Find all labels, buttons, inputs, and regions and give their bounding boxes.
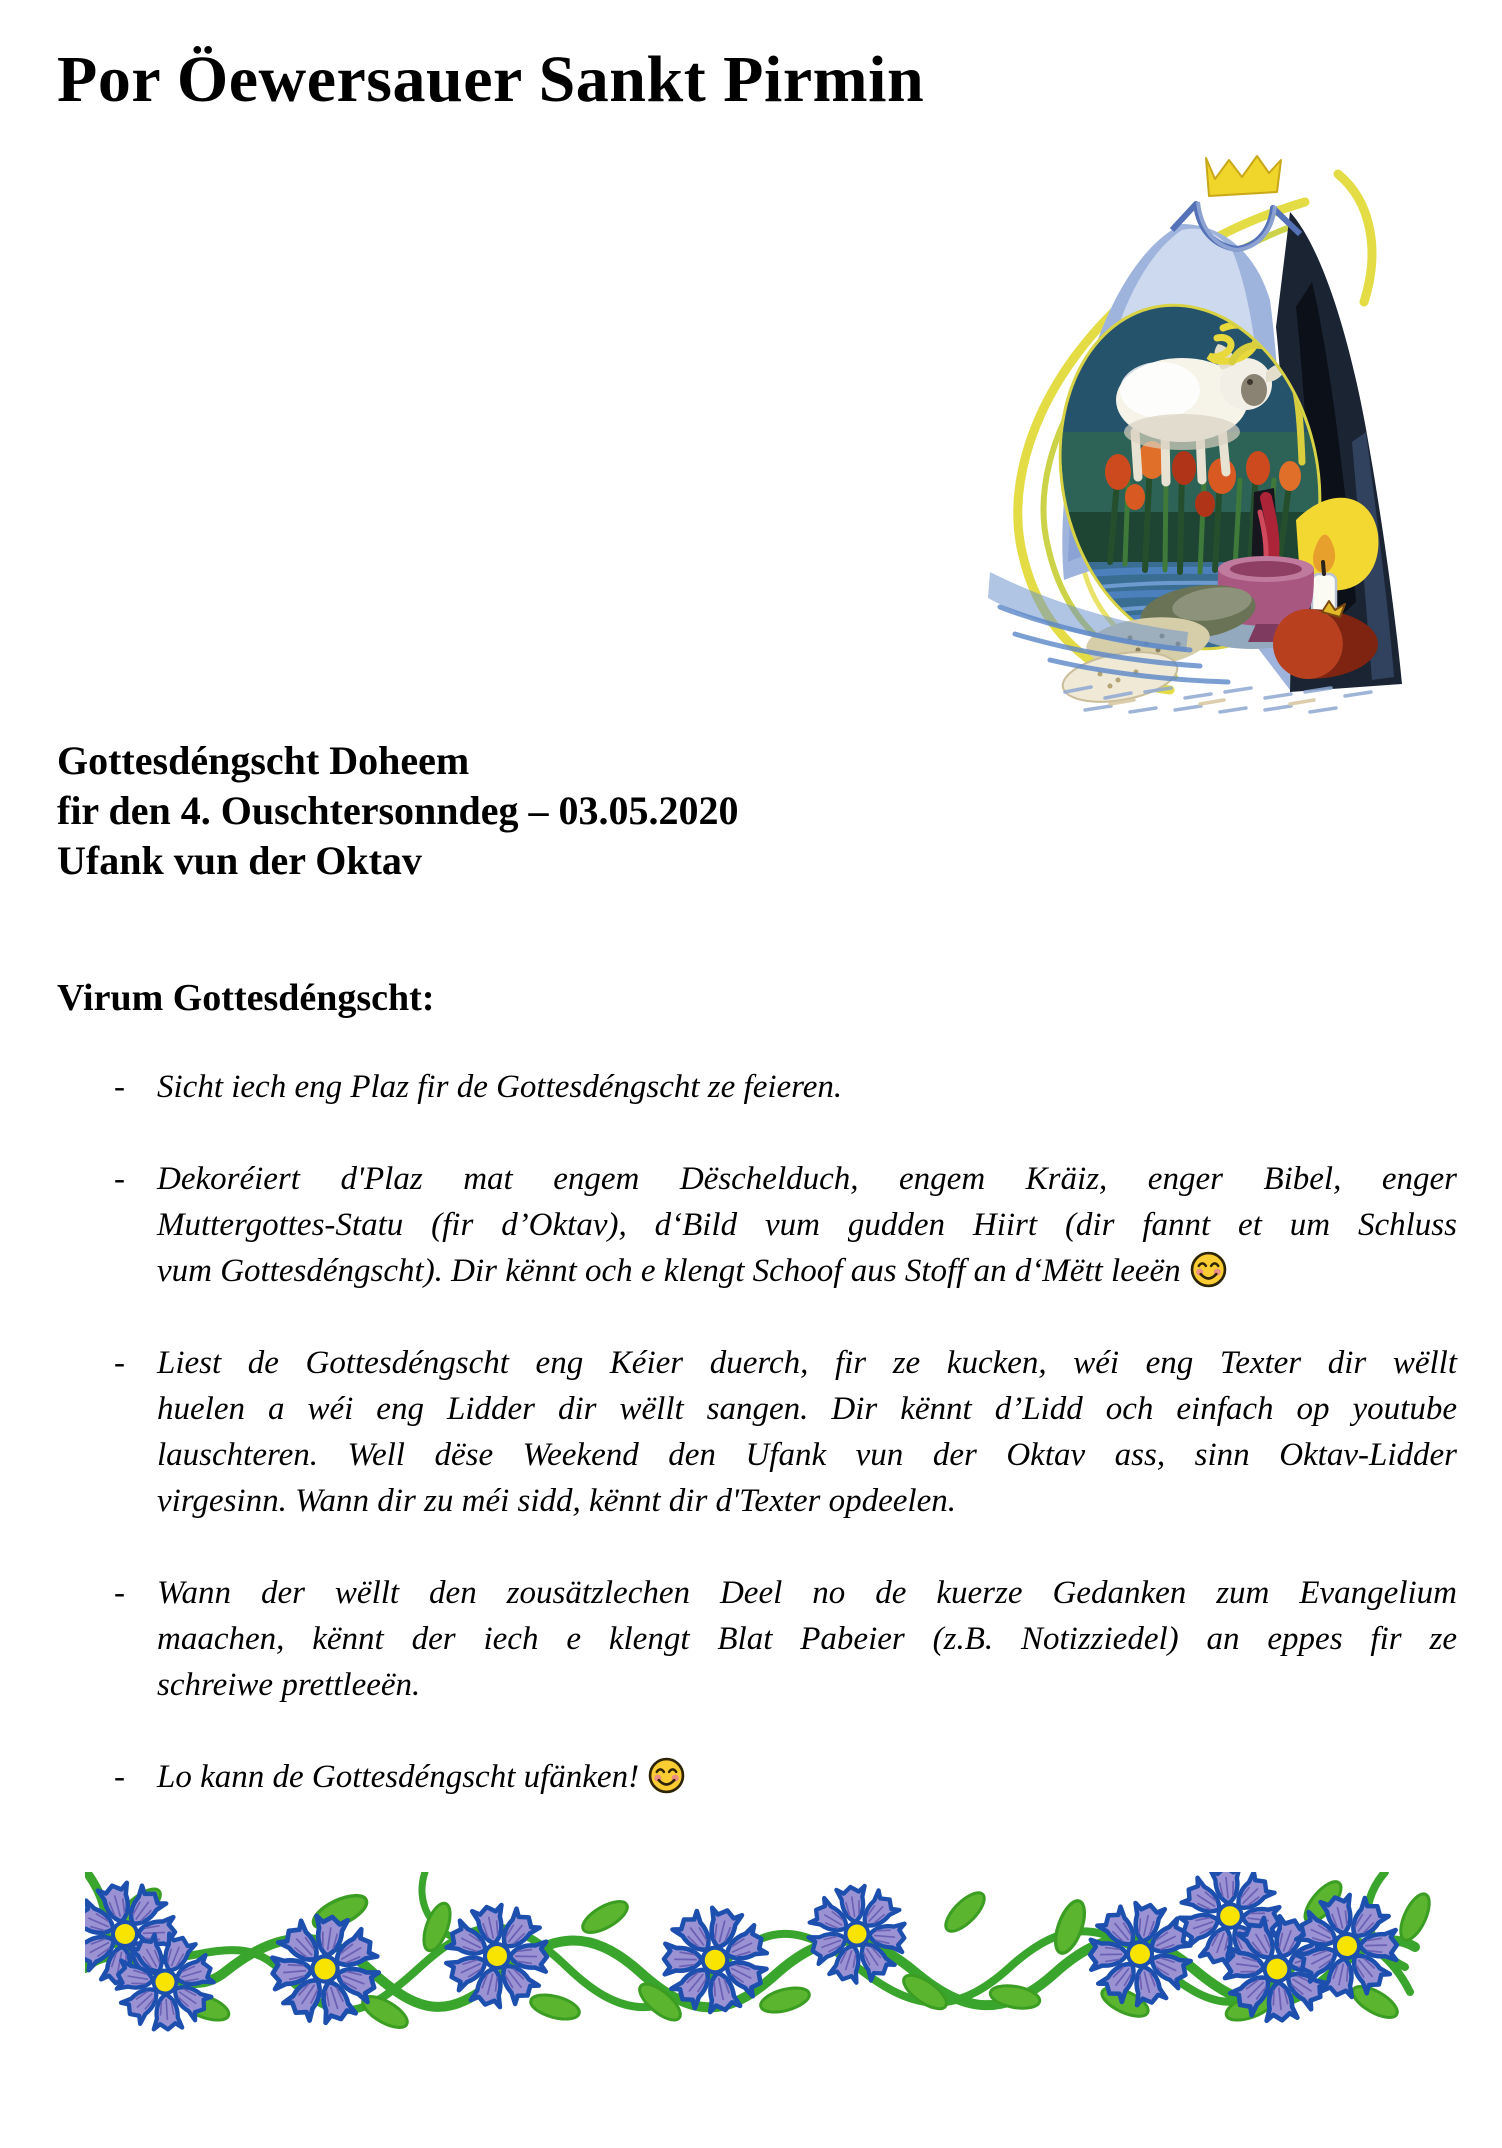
event-heading (57, 736, 739, 886)
saint-pirmin-illustration (960, 132, 1410, 717)
heading-line: fir den 4. Ouschtersonndeg – 03.05.2020 (57, 788, 739, 833)
heading-line: Gottesdéngscht Doheem (57, 738, 470, 783)
list-item-marker: - (114, 1345, 125, 1381)
list-item-marker: - (114, 1069, 125, 1105)
list-item-line: vum Gottesdéngscht). Dir kënnt och e klengt Schoof aus Stoff an d‘Mëtt leeën (157, 1248, 1457, 1294)
list-item (0, 1754, 1502, 1800)
list-item-marker: - (114, 1161, 125, 1197)
section-heading: Virum Gottesdéngscht: (57, 977, 435, 1019)
list-item-line: schreiwe prettleeën. (157, 1667, 421, 1703)
list-item (0, 1570, 1502, 1708)
list-item (0, 1156, 1502, 1294)
preparation-list (0, 1064, 1502, 1846)
floral-border (85, 1872, 1465, 2044)
list-item-line: Sicht iech eng Plaz fir de Gottesdéngscht ze feieren. (157, 1069, 843, 1105)
list-item-line: maachen, kënnt der iech e klengt Blat Pabeier (z.B. Notizziedel) an eppes fir ze (157, 1621, 1457, 1657)
list-item-line: Lo kann de Gottesdéngscht ufänken! (157, 1754, 1457, 1800)
smiling-face-icon (1190, 1251, 1227, 1288)
list-item-line: virgesinn. Wann dir zu méi sidd, kënnt dir d'Texter opdeelen. (157, 1483, 956, 1519)
list-item-marker: - (114, 1575, 125, 1611)
smiling-face-icon (648, 1757, 685, 1794)
heading-line: Ufank vun der Oktav (57, 838, 422, 883)
list-item-line: Dekoréiert d'Plaz mat engem Dëschelduch, engem Kräiz, enger Bibel, enger (157, 1161, 1457, 1197)
list-item-line: Liest de Gottesdéngscht eng Kéier duerch, fir ze kucken, wéi eng Texter dir wëllt (157, 1345, 1457, 1381)
list-item-line: huelen a wéi eng Lidder dir wëllt sangen. Dir kënnt d’Lidd och einfach op youtube (157, 1391, 1457, 1427)
list-item-line: lauschteren. Well dëse Weekend den Ufank vun der Oktav ass, sinn Oktav-Lidder (157, 1437, 1457, 1473)
page-title: Por Öewersauer Sankt Pirmin (57, 43, 925, 116)
list-item (0, 1340, 1502, 1524)
list-item-marker: - (114, 1759, 125, 1795)
list-item-line: Muttergottes-Statu (fir d’Oktav), d‘Bild vum gudden Hiirt (dir fannt et um Schluss (157, 1207, 1457, 1243)
list-item (0, 1064, 1502, 1110)
list-item-line: Wann der wëllt den zousätzlechen Deel no de kuerze Gedanken zum Evangelium (157, 1575, 1457, 1611)
